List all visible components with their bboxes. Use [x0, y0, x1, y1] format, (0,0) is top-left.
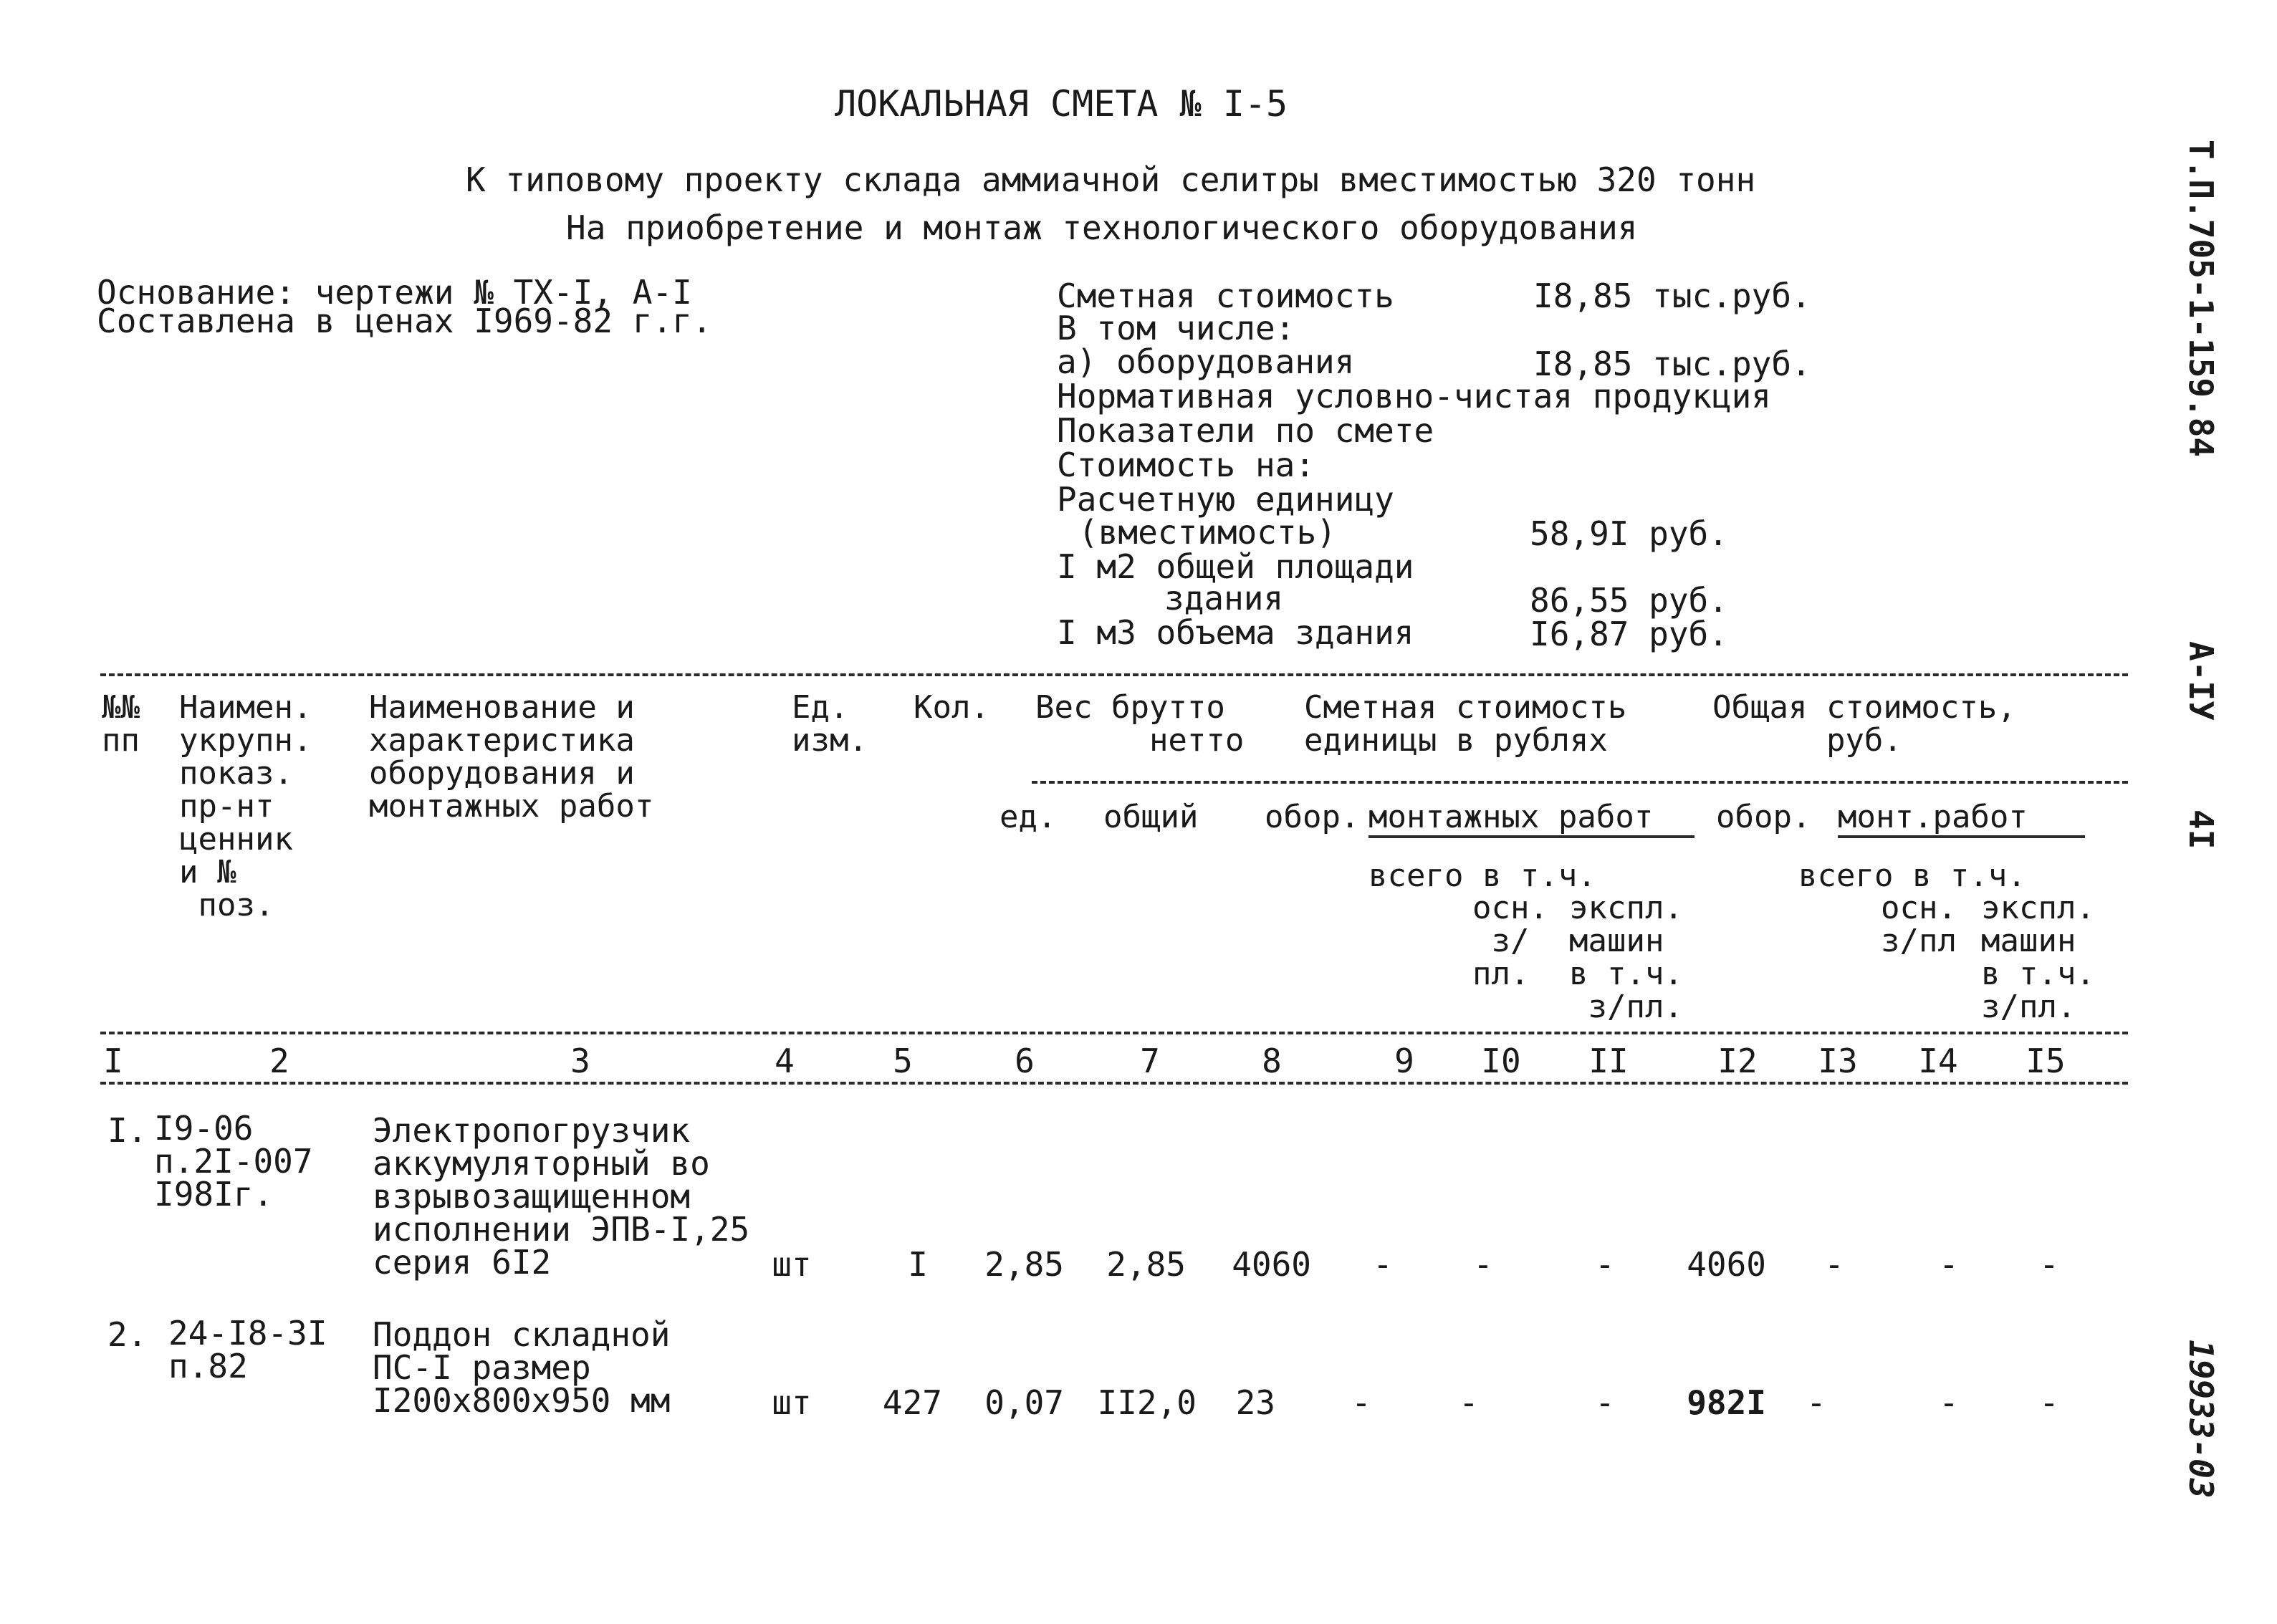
header-total-mounting: монт.работ [1838, 799, 2028, 835]
row-col-13: - [1806, 1383, 1826, 1422]
equipment-label: а) оборудования [1057, 342, 1355, 381]
column-number: 4 [775, 1042, 795, 1080]
prices-text: Составлена в ценах I969-82 г.г. [97, 302, 712, 340]
header-total-mounting-underline [1838, 835, 2085, 838]
row-col-11: - [1595, 1245, 1615, 1284]
header-total-equipment: обор. [1716, 799, 1811, 835]
row-total-equipment: 4060 [1687, 1245, 1766, 1284]
header-col-code: Наимен. укрупн. показ. пр-нт ценник и № поз. [179, 689, 312, 923]
row-weight-unit: 0,07 [984, 1383, 1064, 1422]
column-number: I [103, 1042, 123, 1080]
header-weight-unit: ед. [1000, 799, 1057, 835]
row-col-13: - [1824, 1245, 1844, 1284]
column-number: I5 [2026, 1042, 2066, 1080]
equipment-value: I8,85 тыс.руб. [1533, 345, 1811, 383]
column-number: I4 [1918, 1042, 1958, 1080]
header-col-name: Наименование и характеристика оборудования и монтажных работ [369, 689, 654, 825]
header-unit-machines: экспл. машин в т.ч. з/пл. [1569, 890, 1683, 1025]
header-total-all: всего в т.ч. [1798, 857, 2026, 894]
header-col-qty: Кол. [914, 689, 989, 726]
header-total-base-salary: осн. з/пл [1881, 890, 1957, 959]
cost-for-label: Стоимость на: [1057, 446, 1315, 484]
header-mid-rule [1032, 781, 2128, 784]
margin-album: А-IУ [2182, 641, 2220, 721]
normative-label: Нормативная условно-чистая продукция [1057, 377, 1771, 415]
row-qty: I [908, 1245, 928, 1284]
column-number: I2 [1717, 1042, 1758, 1080]
column-number: II [1588, 1042, 1629, 1080]
row-code: I9-06 п.2I-007 I98Iг. [154, 1109, 313, 1214]
row-col-14: - [1939, 1245, 1959, 1284]
row-col-14: - [1939, 1383, 1959, 1422]
cost-label: Сметная стоимость [1057, 277, 1394, 315]
row-unit: шт [772, 1245, 812, 1284]
row-number: I. [107, 1111, 148, 1150]
row-unit-equipment: 4060 [1232, 1245, 1311, 1284]
margin-project-code: Т.П.705-1-159.84 [2182, 140, 2220, 458]
cost-value: I8,85 тыс.руб. [1533, 277, 1811, 315]
header-top-rule [100, 673, 2128, 676]
row-col-9: - [1373, 1245, 1393, 1284]
unit-label-2: (вместимость) [1078, 513, 1337, 552]
area-value: 86,55 руб. [1530, 581, 1728, 620]
header-col-unit: Ед. изм. [792, 689, 868, 759]
volume-value: I6,87 руб. [1530, 615, 1728, 653]
area-label-2: здания [1164, 579, 1284, 618]
row-unit: шт [772, 1383, 812, 1422]
column-number: 5 [893, 1042, 913, 1080]
document-title: ЛОКАЛЬНАЯ СМЕТА № I-5 [835, 83, 1288, 125]
header-unit-mounting: монтажных работ [1368, 799, 1654, 835]
header-unit-mounting-underline [1368, 835, 1694, 838]
header-bottom-rule [100, 1032, 2128, 1034]
row-weight-total: II2,0 [1097, 1383, 1197, 1422]
header-total-machines: экспл. машин в т.ч. з/пл. [1981, 890, 2095, 1025]
document-subtitle-2: На приобретение и монтаж технологического оборудования [566, 208, 1638, 247]
unit-label: Расчетную единицу [1057, 480, 1394, 519]
row-weight-total: 2,85 [1106, 1245, 1186, 1284]
row-qty: 427 [882, 1383, 942, 1422]
column-number: 3 [570, 1042, 590, 1080]
row-name: Электропогрузчик аккумуляторный во взрывозащищенном исполнении ЭПВ-I,25 серия 6I2 [373, 1111, 750, 1282]
margin-page-number: 4I [2182, 809, 2220, 850]
row-col-15: - [2039, 1245, 2059, 1284]
column-number: 8 [1262, 1042, 1282, 1080]
header-unit-base-salary: осн. з/ пл. [1472, 890, 1548, 992]
row-total-equipment: 982I [1687, 1383, 1766, 1422]
column-numbers-rule [100, 1082, 2128, 1085]
header-col-weight: Вес брутто нетто [1035, 689, 1245, 759]
area-label: I м2 общей площади [1057, 547, 1414, 586]
column-number: 9 [1394, 1042, 1414, 1080]
column-number: 6 [1015, 1042, 1035, 1080]
header-col-number: №№ пп [102, 689, 140, 759]
header-col-unit-cost: Сметная стоимость единицы в рублях [1304, 689, 1627, 759]
column-number: 7 [1140, 1042, 1160, 1080]
row-col-9: - [1351, 1383, 1371, 1422]
column-number: I0 [1481, 1042, 1521, 1080]
row-col-15: - [2039, 1383, 2059, 1422]
row-col-10: - [1473, 1245, 1493, 1284]
row-col-10: - [1459, 1383, 1479, 1422]
indicators-label: Показатели по смете [1057, 411, 1434, 450]
document-subtitle-1: К типовому проекту склада аммиачной селитры вместимостью 320 тонн [466, 160, 1756, 199]
unit-value: 58,9I руб. [1530, 514, 1728, 553]
row-code: 24-I8-3I п.82 [168, 1314, 327, 1385]
row-name: Поддон складной ПС-I размер I200х800х950 мм [373, 1315, 671, 1420]
volume-label: I м3 объема здания [1057, 613, 1414, 652]
header-unit-equipment: обор. [1265, 799, 1360, 835]
header-unit-all: всего в т.ч. [1368, 857, 1596, 894]
row-number: 2. [107, 1315, 148, 1354]
column-number: 2 [269, 1042, 289, 1080]
column-number: I3 [1818, 1042, 1858, 1080]
including-label: В том числе: [1057, 309, 1295, 347]
row-weight-unit: 2,85 [984, 1245, 1064, 1284]
header-weight-total: общий [1103, 799, 1199, 835]
margin-inventory-number: 19933-03 [2182, 1340, 2220, 1499]
row-unit-equipment: 23 [1235, 1383, 1275, 1422]
basis-text: Основание: чертежи № ТХ-I, А-I [97, 273, 692, 312]
row-col-11: - [1595, 1383, 1615, 1422]
header-col-total-cost: Общая стоимость, руб. [1712, 689, 2016, 759]
